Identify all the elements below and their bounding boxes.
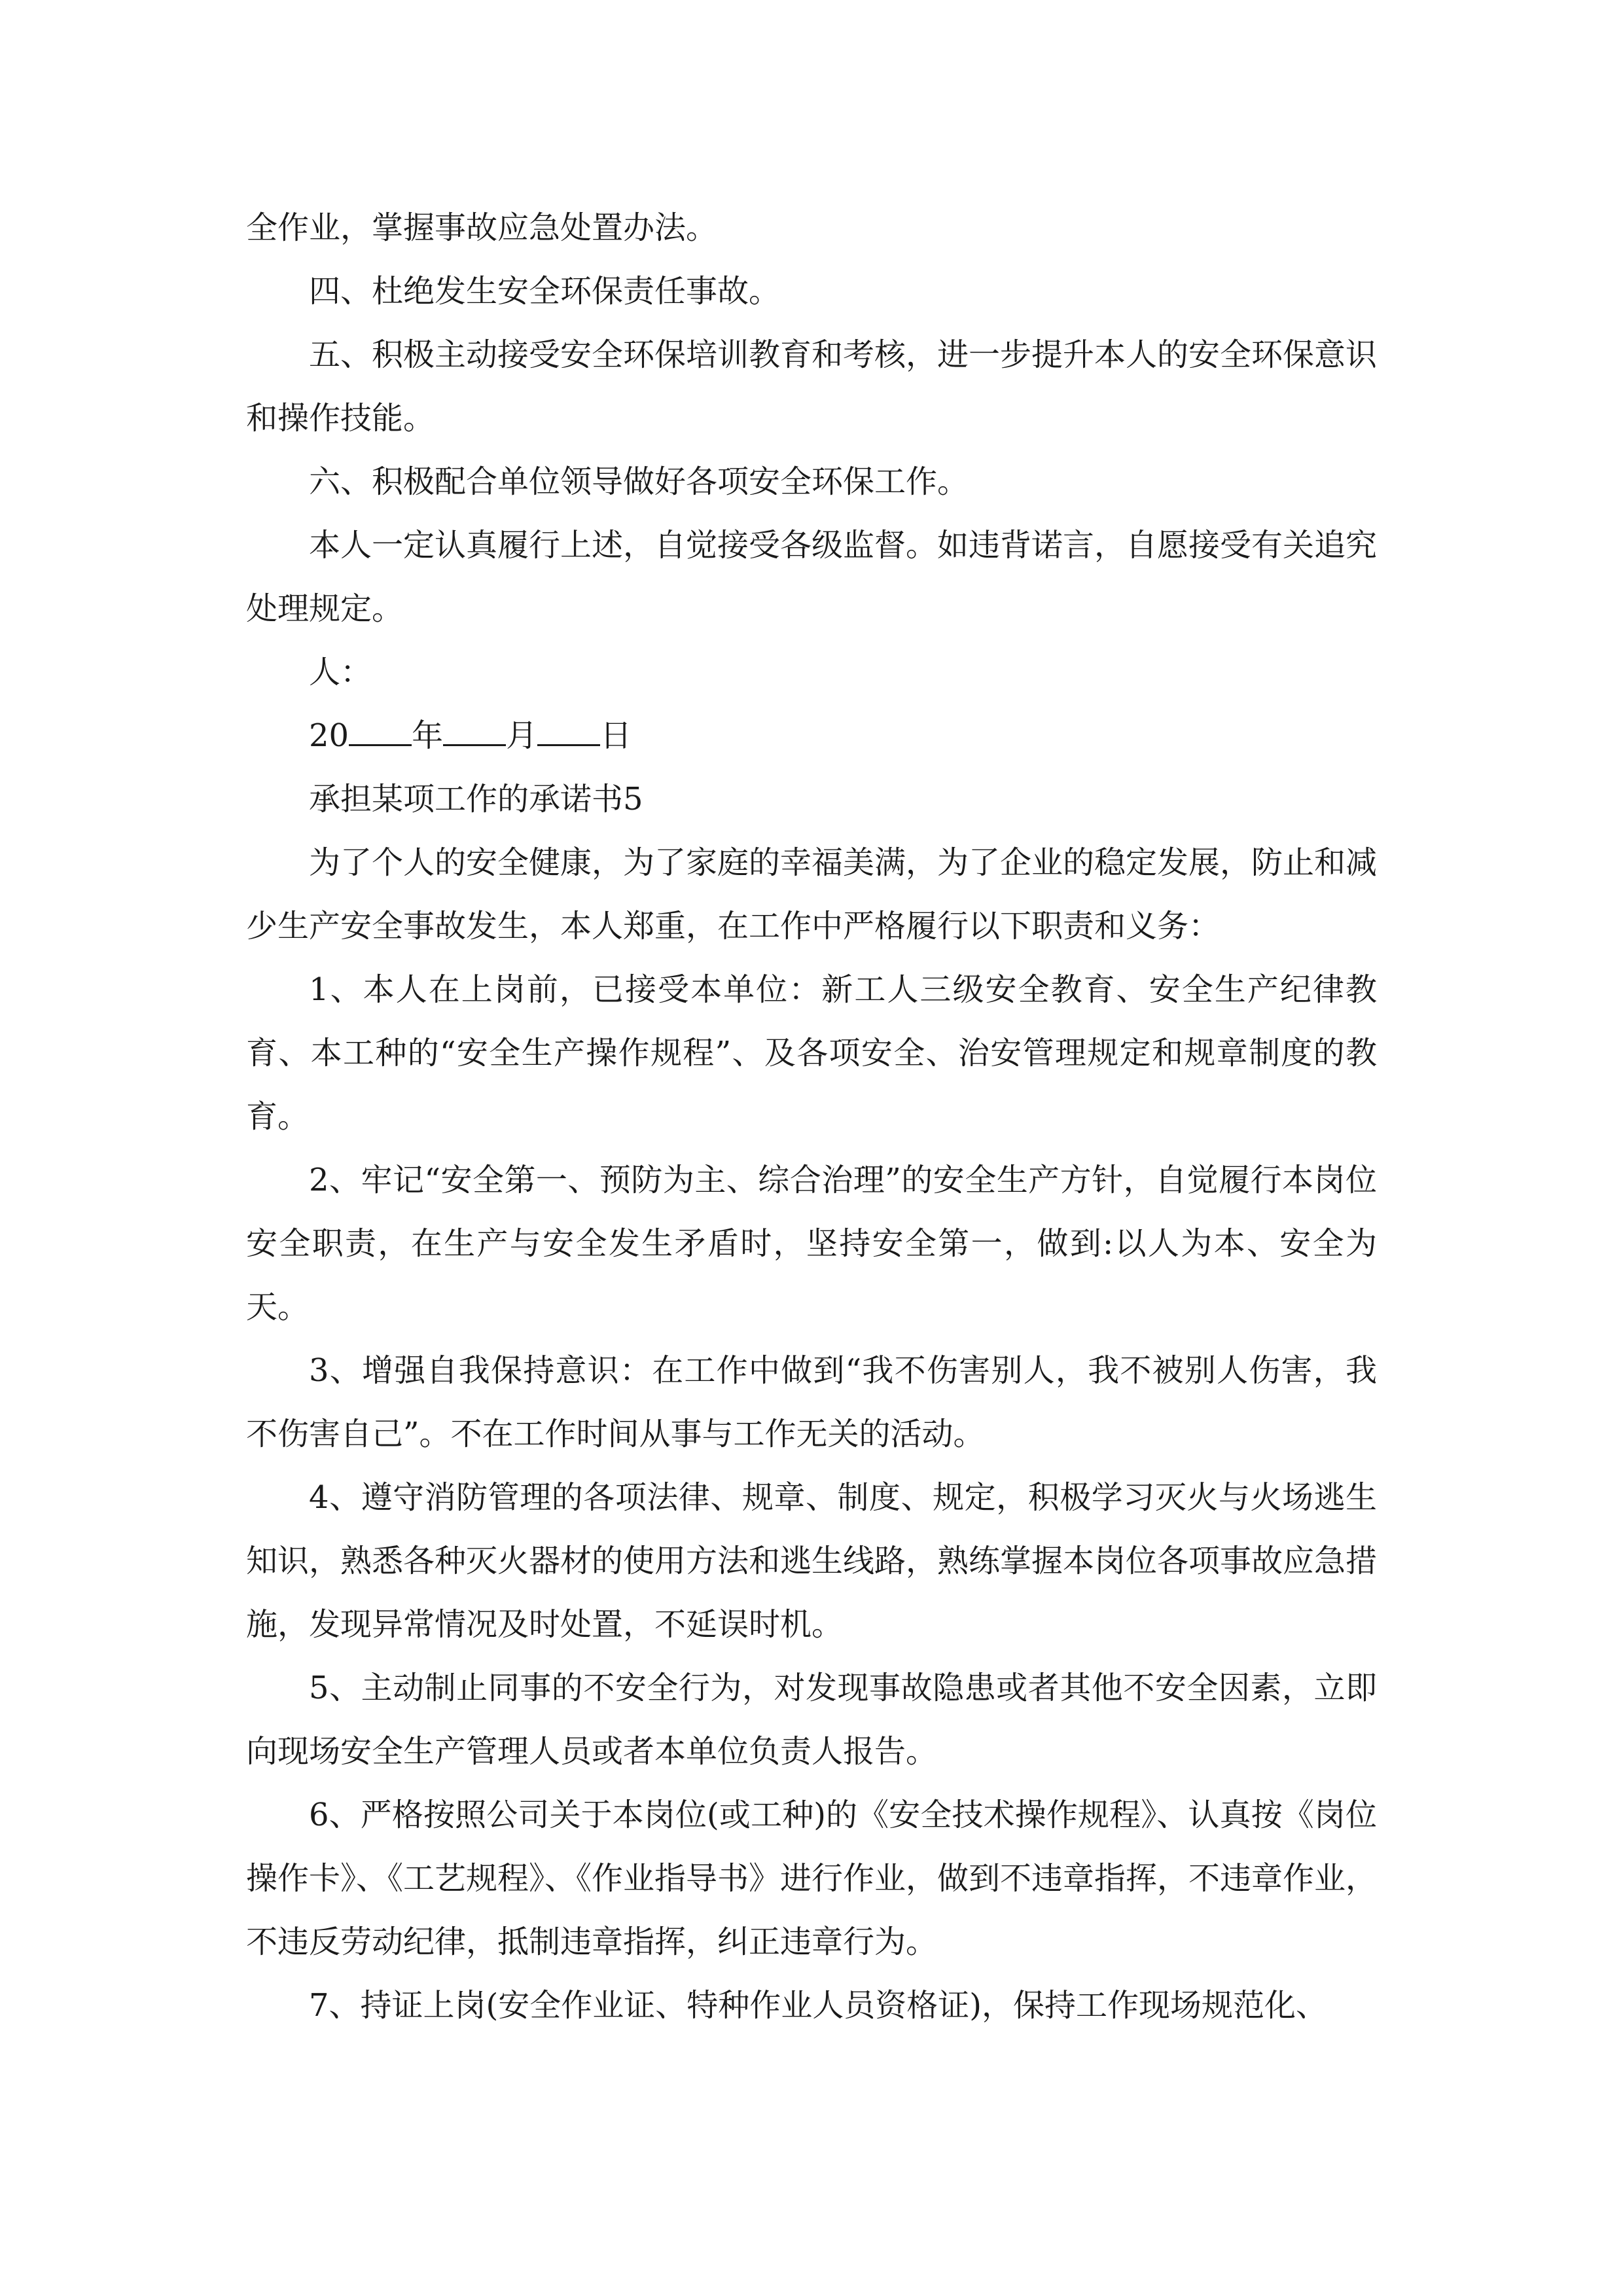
paragraph-point-1: 1、本人在上岗前，已接受本单位：新工人三级安全教育、安全生产纪律教育、本工种的“安全生产操作规程”、及各项安全、治安管理规定和规章制度的教育。 [246, 971, 1377, 1135]
paragraph-point-6: 6、严格按照公司关于本岗位(或工种)的《安全技术操作规程》、认真按《岗位操作卡》、《工艺规程》、《作业指导书》进行作业，做到不违章指挥，不违章作业，不违反劳动纪律，抵制违章指挥，纠正违章行为。 [246, 1797, 1378, 1960]
paragraph-point-2: 2、牢记“安全第一、预防为主、综合治理”的安全生产方针，自觉履行本岗位安全职责，在生产与安全发生矛盾时，坚持安全第一，做到:以人为本、安全为天。 [246, 1162, 1377, 1325]
month-blank [443, 718, 506, 746]
paragraph-point-5: 5、主动制止同事的不安全行为，对发现事故隐患或者其他不安全因素，立即向现场安全生产管理人员或者本单位负责人报告。 [246, 1670, 1377, 1770]
paragraph-item-6: 六、积极配合单位领导做好各项安全环保工作。 [309, 463, 969, 500]
paragraph-point-7: 7、持证上岗(安全作业证、特种作业人员资格证)，保持工作现场规范化、 [309, 1987, 1327, 2024]
date-month-label: 月 [506, 717, 538, 754]
paragraph-commitment: 本人一定认真履行上述，自觉接受各级监督。如违背诺言，自愿接受有关追究处理规定。 [246, 527, 1378, 627]
paragraph-item-4: 四、杜绝发生安全环保责任事故。 [309, 273, 781, 310]
document-body [246, 196, 1377, 2037]
signature-line: 人： [309, 654, 372, 691]
paragraph-intro: 为了个人的安全健康，为了家庭的幸福美满，为了企业的稳定发展，防止和减少生产安全事故发生，本人郑重，在工作中严格履行以下职责和义务： [246, 844, 1378, 944]
date-prefix: 20 [309, 717, 349, 754]
paragraph-item-5: 五、积极主动接受安全环保培训教育和考核，进一步提升本人的安全环保意识和操作技能。 [246, 336, 1378, 437]
paragraph-point-4: 4、遵守消防管理的各项法律、规章、制度、规定，积极学习灭火与火场逃生知识，熟悉各种灭火器材的使用方法和逃生线路，熟练掌握本岗位各项事故应急措施，发现异常情况及时处置，不延误时机。 [246, 1479, 1378, 1643]
year-blank [349, 718, 412, 746]
date-year-label: 年 [412, 717, 444, 754]
date-day-label: 日 [600, 717, 632, 754]
date-line [246, 704, 1377, 768]
section-title: 承担某项工作的承诺书5 [309, 781, 643, 817]
paragraph-continuation: 全作业，掌握事故应急处置办法。 [246, 209, 718, 246]
day-blank [537, 718, 600, 746]
paragraph-point-3: 3、增强自我保持意识：在工作中做到“我不伤害别人，我不被别人伤害，我不伤害自己”。不在工作时间从事与工作无关的活动。 [246, 1352, 1377, 1452]
